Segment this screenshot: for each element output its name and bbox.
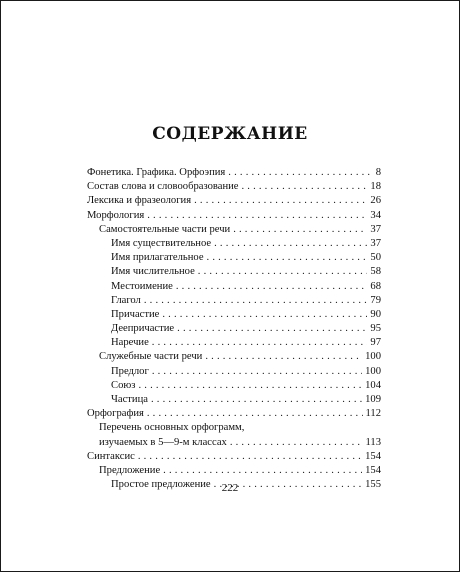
dot-leader: [176, 280, 368, 294]
toc-entry-label: Лексика и фразеология: [87, 195, 192, 207]
toc-entry-page: 97: [370, 337, 381, 349]
toc-entry-pronoun: [87, 280, 381, 294]
toc-entry-spelling-list-line1: [87, 421, 381, 435]
toc-entry-label: Имя числительное: [111, 266, 195, 278]
dot-leader: [152, 336, 368, 350]
toc-entry-label: Фонетика. Графика. Орфоэпия: [87, 167, 226, 178]
dot-leader: [152, 365, 362, 379]
page-number: 222: [221, 482, 239, 494]
toc-entry-page: 112: [365, 408, 381, 420]
toc-entry-label: Предлог: [111, 365, 149, 377]
toc-entry-label: Самостоятельные части речи: [99, 223, 231, 235]
table-of-contents: [87, 166, 381, 492]
dot-leader: [163, 464, 362, 478]
dot-leader: [207, 251, 368, 265]
toc-entry-label: Предложение: [99, 464, 161, 476]
dot-leader: [194, 194, 367, 208]
toc-entry-page: 58: [370, 266, 381, 278]
dot-leader: [205, 350, 362, 364]
toc-entry-lexicon: [87, 194, 381, 208]
page-title: СОДЕРЖАНИЕ: [152, 124, 308, 144]
toc-entry-sentence: [87, 464, 381, 478]
dot-leader: [138, 379, 362, 393]
dot-leader: [138, 450, 362, 464]
toc-entry-gerund: [87, 322, 381, 336]
toc-entry-page: 37: [370, 223, 381, 235]
toc-entry-label: Союз: [111, 379, 136, 391]
dot-leader: [214, 237, 367, 251]
toc-entry-label: Причастие: [111, 308, 160, 320]
toc-entry-label: Орфография: [87, 408, 144, 420]
dot-leader: [241, 180, 367, 194]
toc-entry-independent-parts: [87, 223, 381, 237]
toc-entry-label: Глагол: [111, 294, 141, 306]
toc-entry-preposition: [87, 365, 381, 379]
toc-entry-page: 50: [370, 252, 381, 264]
dot-leader: [162, 308, 367, 322]
toc-entry-page: 90: [370, 308, 381, 320]
toc-entry-label: Морфология: [87, 209, 145, 221]
toc-entry-page: 100: [365, 351, 381, 363]
dot-leader: [198, 265, 368, 279]
toc-entry-noun: [87, 237, 381, 251]
dot-leader: [233, 223, 367, 237]
toc-entry-word-structure: [87, 180, 381, 194]
dot-leader: [151, 393, 362, 407]
toc-entry-page: 113: [365, 436, 381, 448]
toc-entry-page: 100: [365, 365, 381, 377]
toc-entry-page: 79: [370, 294, 381, 306]
toc-entry-label: Частица: [111, 394, 148, 405]
dot-leader: [228, 166, 372, 180]
toc-entry-morphology: [87, 209, 381, 223]
dot-leader: [144, 294, 368, 308]
toc-entry-page: 26: [370, 195, 381, 207]
toc-entry-particle: [87, 393, 381, 407]
dot-leader: [147, 209, 367, 223]
toc-entry-label: Состав слова и словообразование: [87, 181, 239, 193]
toc-entry-phonetics: [87, 166, 381, 180]
toc-entry-label: Перечень основных орфограмм,: [99, 422, 245, 434]
toc-entry-label: Местоимение: [111, 280, 173, 292]
toc-entry-adjective: [87, 251, 381, 265]
toc-entry-label: Имя прилагательное: [111, 252, 204, 264]
dot-leader: [177, 322, 367, 336]
toc-entry-numeral: [87, 265, 381, 279]
toc-entry-page: 95: [370, 323, 381, 335]
toc-entry-label: изучаемых в 5—9-м классах: [99, 436, 227, 448]
toc-entry-page: 68: [370, 280, 381, 292]
toc-entry-label: Наречие: [111, 337, 149, 349]
toc-entry-page: 8: [375, 167, 381, 178]
toc-entry-page: 104: [365, 379, 381, 391]
toc-entry-auxiliary-parts: [87, 350, 381, 364]
toc-entry-page: 155: [365, 479, 381, 491]
toc-entry-page: 109: [365, 394, 381, 405]
toc-entry-participle: [87, 308, 381, 322]
toc-entry-label: Имя существительное: [111, 237, 212, 249]
toc-entry-page: 154: [365, 464, 381, 476]
toc-entry-conjunction: [87, 379, 381, 393]
toc-entry-page: 18: [370, 181, 381, 193]
toc-entry-label: Деепричастие: [111, 323, 175, 335]
toc-entry-label: Синтаксис: [87, 450, 135, 462]
dot-leader: [147, 407, 363, 421]
toc-entry-label: Служебные части речи: [99, 351, 203, 363]
toc-entry-label: Простое предложение: [111, 479, 211, 491]
toc-entry-verb: [87, 294, 381, 308]
toc-entry-page: 37: [370, 237, 381, 249]
toc-entry-adverb: [87, 336, 381, 350]
dot-leader: [230, 436, 363, 450]
toc-entry-syntax: [87, 450, 381, 464]
toc-entry-spelling-list: [87, 436, 381, 450]
toc-entry-page: 34: [370, 209, 381, 221]
toc-entry-orthography: [87, 407, 381, 421]
toc-entry-page: 154: [365, 450, 381, 462]
